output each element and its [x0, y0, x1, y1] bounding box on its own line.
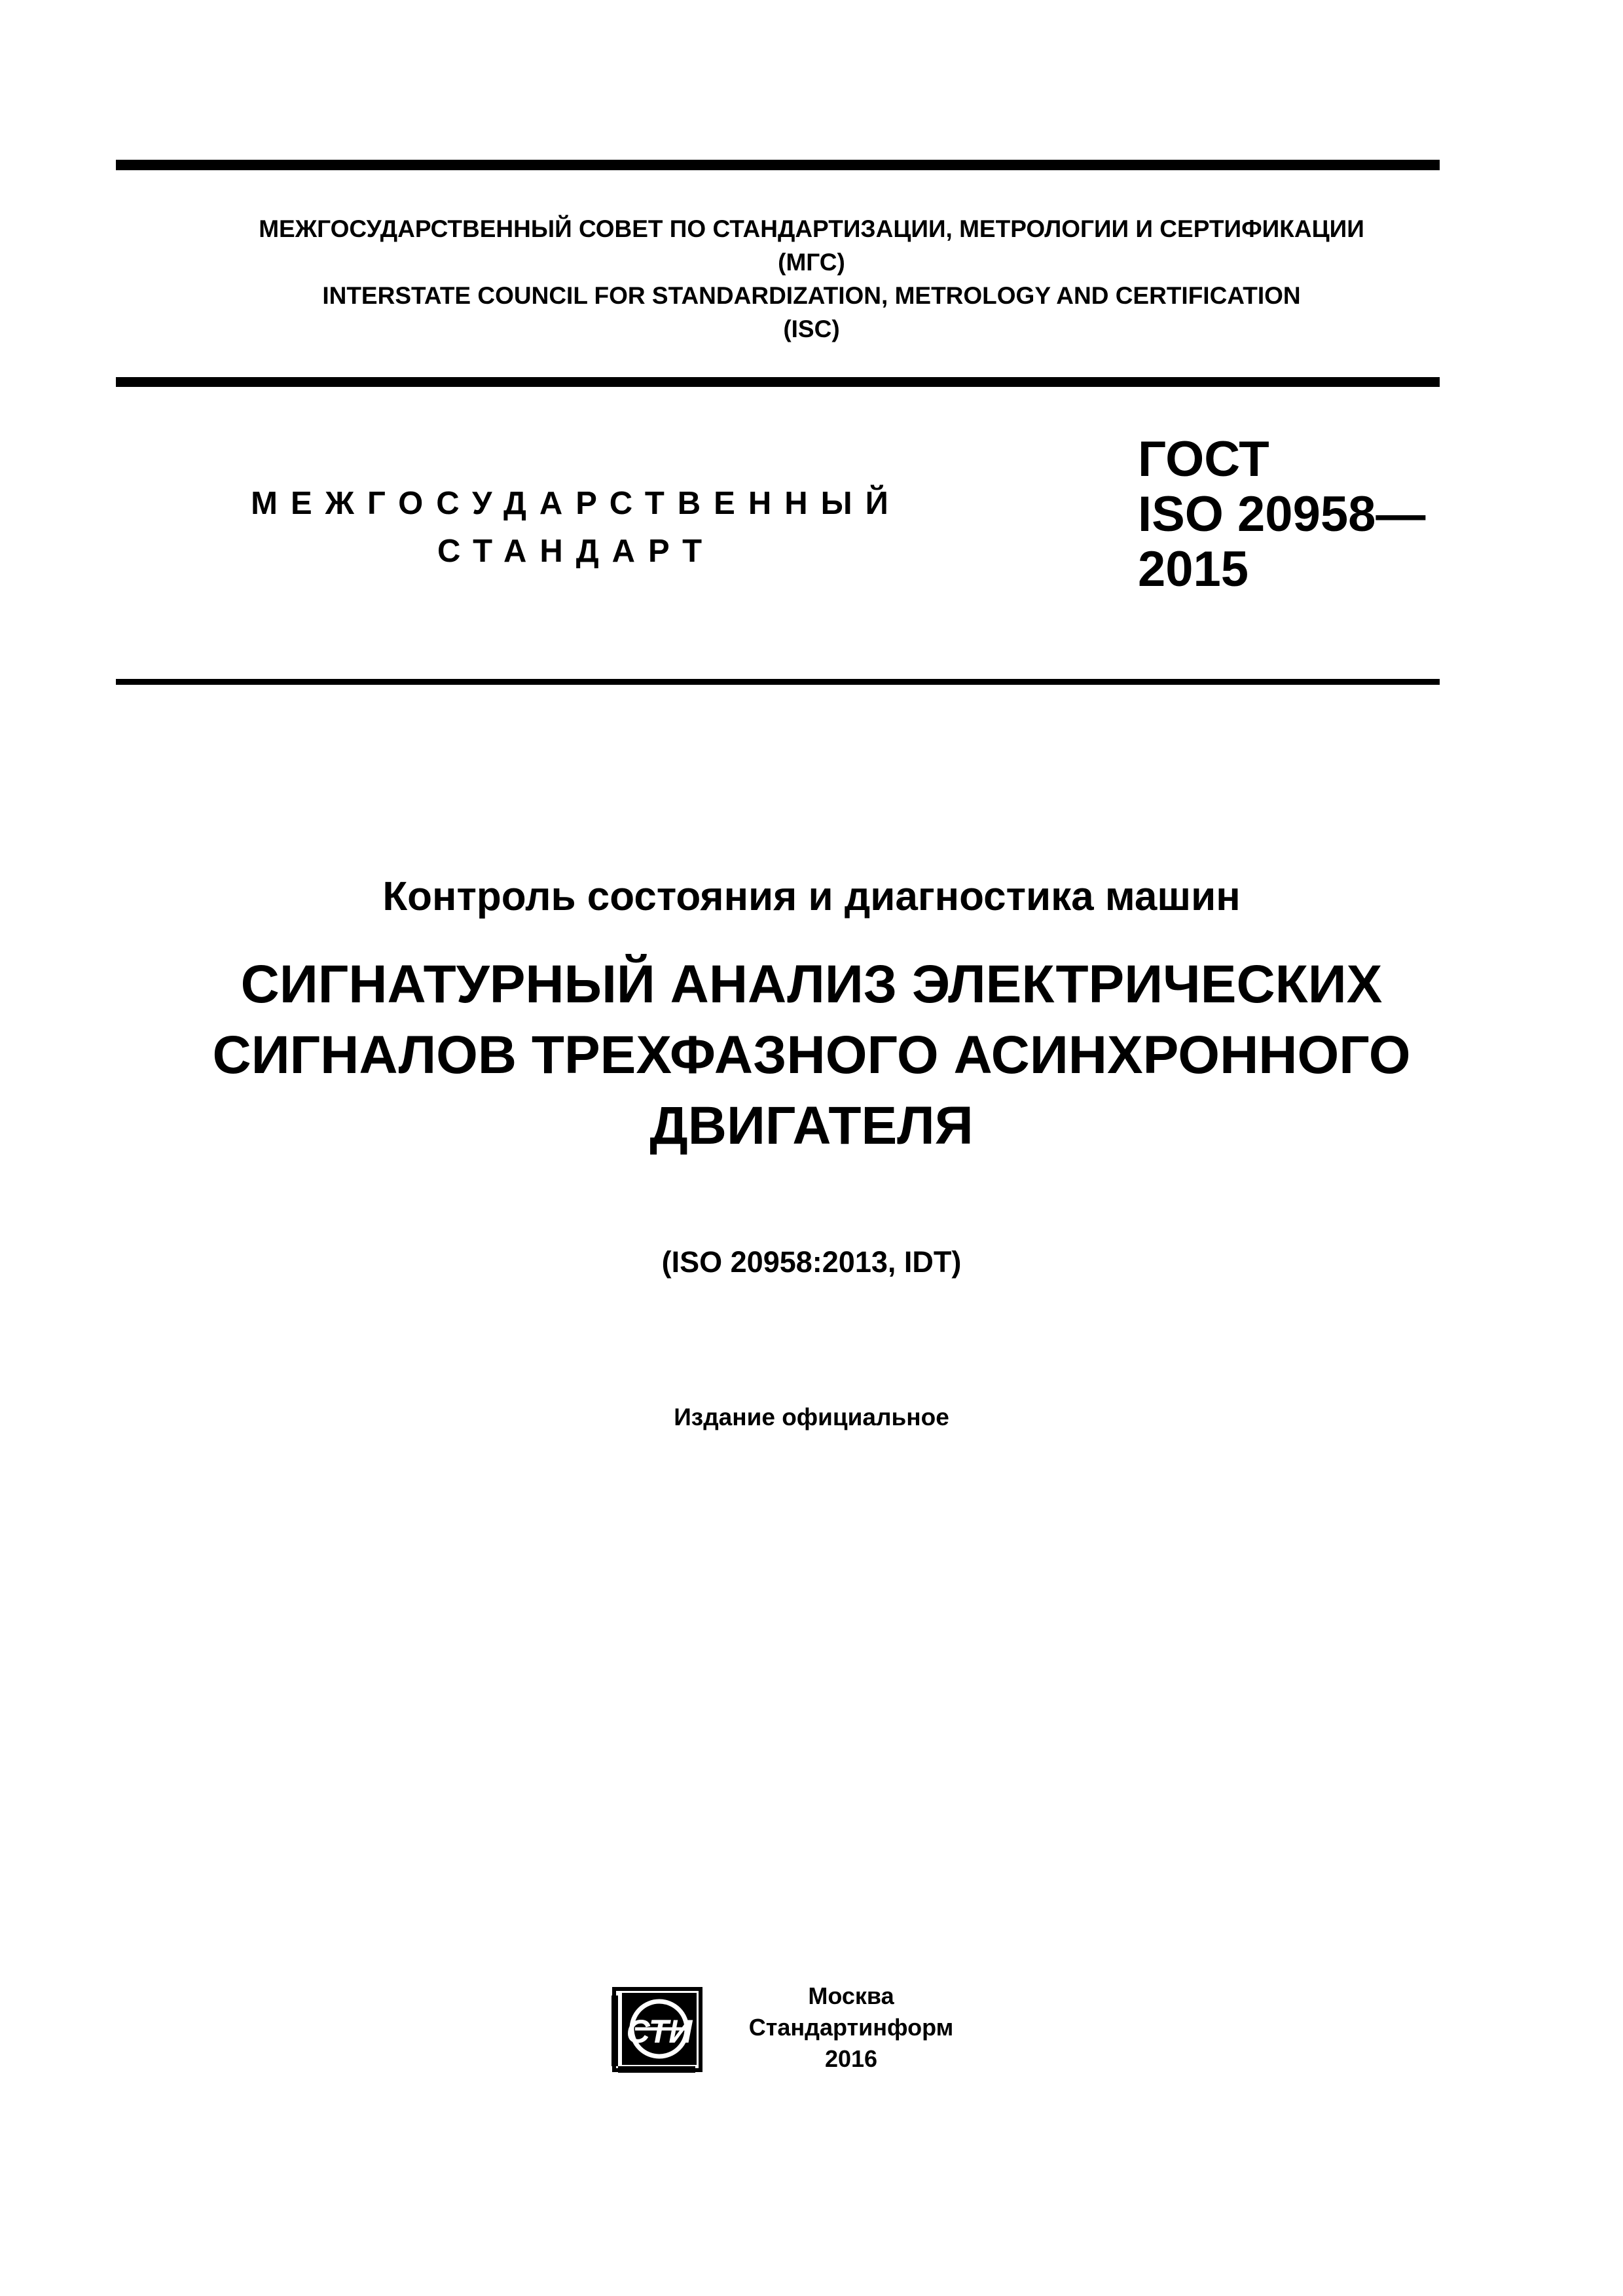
council-name-en: INTERSTATE COUNCIL FOR STANDARDIZATION, METROLOGY AND CERTIFICATION [322, 282, 1301, 309]
council-name-ru: МЕЖГОСУДАРСТВЕННЫЙ СОВЕТ ПО СТАНДАРТИЗАЦИИ, МЕТРОЛОГИИ И СЕРТИФИКАЦИИ [259, 215, 1364, 242]
document-title [0, 949, 1623, 1161]
publisher-block [707, 1980, 995, 2075]
standard-type-line2: СТАНДАРТ [437, 534, 716, 569]
designation-line1: ГОСТ [1138, 431, 1269, 487]
document-subtitle: Контроль состояния и диагностика машин [382, 874, 1241, 919]
council-abbr-ru: (МГС) [778, 249, 845, 276]
designation-line3: 2015 [1138, 541, 1249, 597]
publisher-city: Москва [808, 1982, 894, 2009]
publisher-name: Стандартинформ [748, 2014, 954, 2041]
title-line1: СИГНАТУРНЫЙ АНАЛИЗ ЭЛЕКТРИЧЕСКИХ [240, 955, 1383, 1014]
designation-line2: ISO 20958— [1138, 486, 1426, 542]
publisher-year: 2016 [824, 2045, 878, 2072]
edition-note: Издание официальное [674, 1404, 949, 1430]
standard-designation [1138, 432, 1425, 597]
standard-type [196, 480, 956, 575]
top-rule [116, 160, 1440, 170]
iso-reference: (ISO 20958:2013, IDT) [661, 1245, 962, 1279]
standartinform-logo-icon [609, 1984, 706, 2075]
logo-lettering: СТИ [626, 2013, 693, 2050]
bottom-rule [116, 679, 1440, 685]
middle-rule [116, 377, 1440, 387]
standard-type-line1: МЕЖГОСУДАРСТВЕННЫЙ [251, 486, 902, 521]
title-line2: СИГНАЛОВ ТРЕХФАЗНОГО АСИНХРОННОГО [212, 1025, 1411, 1085]
title-line3: ДВИГАТЕЛЯ [649, 1096, 974, 1156]
council-abbr-en: (ISC) [783, 316, 840, 342]
council-header [0, 212, 1623, 346]
